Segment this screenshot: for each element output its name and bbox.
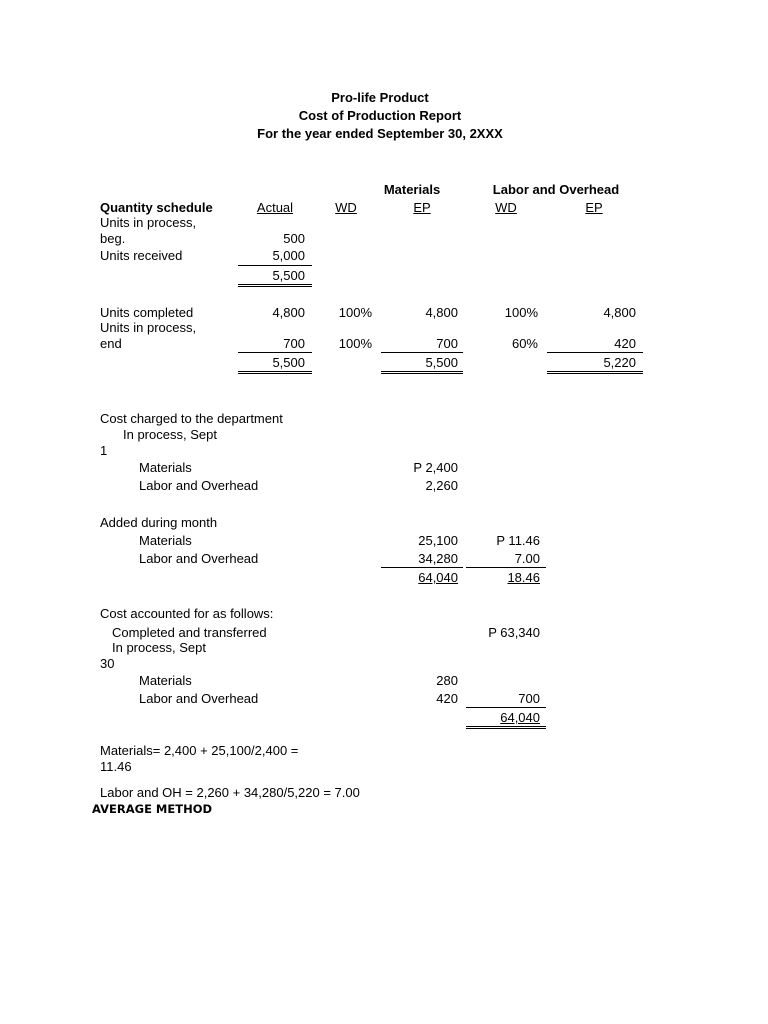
added-materials-value: 25,100 [418, 533, 458, 548]
row-beg-label-cont: beg. [100, 231, 126, 246]
completed-wd-labor: 100% [504, 305, 538, 320]
total-actual: 5,500 [272, 268, 305, 283]
col-ep-labor: EP [585, 200, 603, 215]
completed-actual: 4,800 [272, 305, 305, 320]
end-wd-labor: 60% [511, 336, 538, 351]
formula-materials-cont: 11.46 [100, 759, 132, 774]
total2-ep-materials: 5,500 [425, 355, 458, 370]
row-end-label: Units in process, [100, 320, 197, 335]
rule [238, 352, 312, 353]
row-end-label-cont: end [100, 336, 122, 351]
rule [238, 265, 312, 266]
completed-wd-materials: 100% [338, 305, 372, 320]
charged-labor-label: Labor and Overhead [139, 478, 259, 493]
double-rule [381, 371, 463, 374]
rule [547, 352, 643, 353]
report-period: For the year ended September 30, 2XXX [257, 126, 503, 141]
accounted-labor-total: 700 [518, 691, 540, 706]
rule [466, 707, 546, 708]
added-materials-label: Materials [139, 533, 192, 548]
company-name: Pro-life Product [331, 90, 429, 105]
report-title: Cost of Production Report [298, 108, 462, 123]
col-actual: Actual [256, 200, 294, 215]
accounted-labor-label: Labor and Overhead [139, 691, 259, 706]
row-beg-label: Units in process, [100, 215, 197, 230]
accounted-grand-total: 64,040 [500, 710, 540, 725]
charged-total-value: 64,040 [418, 570, 458, 585]
charged-inprocess: In process, Sept [123, 427, 217, 442]
added-labor-value: 34,280 [418, 551, 458, 566]
end-actual: 700 [283, 336, 305, 351]
rule [381, 567, 463, 568]
total2-actual: 5,500 [272, 355, 305, 370]
formula-materials: Materials= 2,400 + 25,100/2,400 = [100, 743, 299, 758]
total2-ep-labor: 5,220 [603, 355, 636, 370]
col-ep-materials: EP [413, 200, 431, 215]
completed-ep-materials: 4,800 [425, 305, 458, 320]
completed-ep-labor: 4,800 [603, 305, 636, 320]
accounted-inprocess: In process, Sept [112, 640, 206, 655]
beg-actual: 500 [283, 231, 305, 246]
accounted-title: Cost accounted for as follows: [100, 606, 274, 621]
end-ep-materials: 700 [436, 336, 458, 351]
accounted-completed-value: P 63,340 [488, 625, 540, 640]
received-actual: 5,000 [272, 248, 305, 263]
col-quantity-schedule: Quantity schedule [100, 200, 213, 215]
charged-materials-value: P 2,400 [413, 460, 458, 475]
rule [466, 567, 546, 568]
row-received-label: Units received [100, 248, 183, 263]
accounted-completed-label: Completed and transferred [112, 625, 267, 640]
charged-inprocess-cont: 1 [100, 443, 108, 458]
added-title: Added during month [100, 515, 218, 530]
charged-materials-label: Materials [139, 460, 192, 475]
row-completed-label: Units completed [100, 305, 194, 320]
accounted-inprocess-cont: 30 [100, 656, 115, 671]
double-rule [466, 726, 546, 729]
col-wd-materials: WD [335, 200, 357, 215]
end-wd-materials: 100% [338, 336, 372, 351]
col-wd-labor: WD [495, 200, 517, 215]
charged-total-unit: 18.46 [507, 570, 540, 585]
charged-title: Cost charged to the department [100, 411, 283, 426]
double-rule [238, 371, 312, 374]
added-labor-label: Labor and Overhead [139, 551, 259, 566]
double-rule [238, 284, 312, 287]
method-label: AVERAGE METHOD [92, 802, 213, 816]
group-materials: Materials [383, 182, 441, 197]
added-labor-unit: 7.00 [514, 551, 540, 566]
charged-labor-value: 2,260 [425, 478, 458, 493]
formula-labor: Labor and OH = 2,260 + 34,280/5,220 = 7.00 [100, 785, 360, 800]
rule [381, 352, 463, 353]
accounted-materials-label: Materials [139, 673, 192, 688]
accounted-labor-value: 420 [436, 691, 458, 706]
end-ep-labor: 420 [614, 336, 636, 351]
added-materials-unit: P 11.46 [496, 533, 540, 548]
double-rule [547, 371, 643, 374]
group-labor-overhead: Labor and Overhead [492, 182, 620, 197]
accounted-materials-value: 280 [436, 673, 458, 688]
